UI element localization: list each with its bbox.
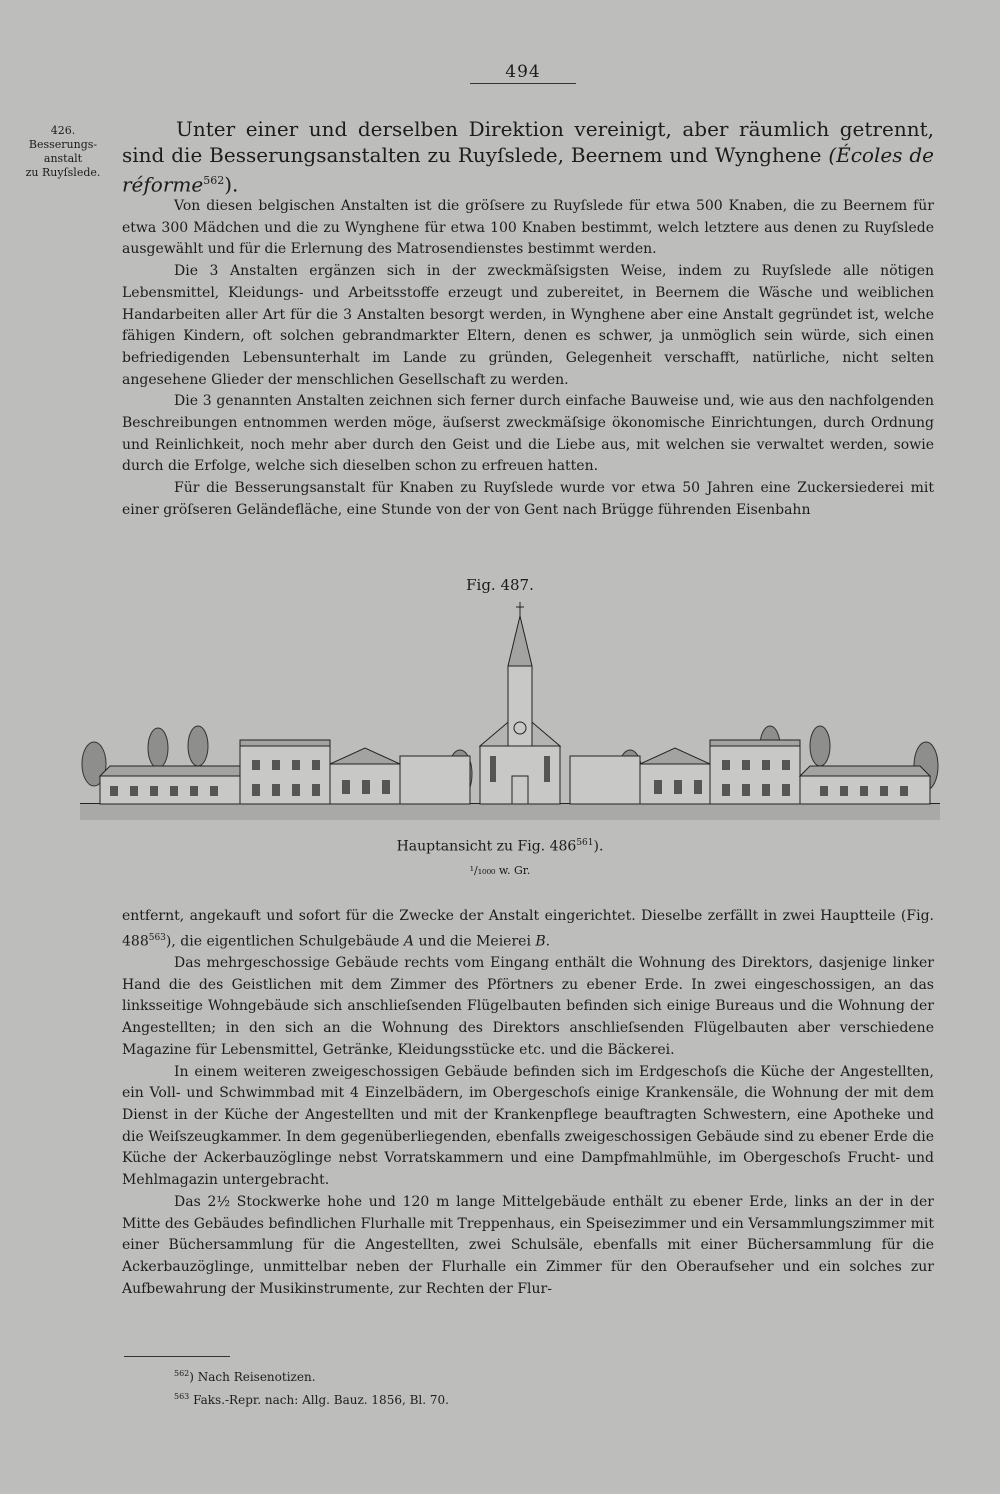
para-text: ), die eigentlichen Schulgebäude xyxy=(165,933,404,950)
heading-close: ). xyxy=(224,172,239,197)
figure-label: Fig. 487. xyxy=(466,576,534,594)
margin-note-number: 426. xyxy=(50,124,76,137)
paragraph: Die 3 Anstalten ergänzen sich in der zweckmäſsigsten Weise, indem zu Ruyſslede alle nötigen Lebensmittel, Kleidungs- und Arbeitsstoffe erzeugt und zubereitet, in Beernem die Wäsche und weiblichen Handarbeiten aller Art für die 3 Anstalten besorgt werden, in Wynghene aber eine Anstalt gegründet ist, welche fähigen Kindern, oft solchen gebrandmarkter Eltern, denen es schwer, ja unmöglich sein würde, sich einen befriedigenden Lebensunterhalt im Lande zu gründen, Gelegenheit verschafft, natürliche, nicht selten angesehene Glieder der menschlichen Gesellschaft zu werden. xyxy=(122,263,934,388)
paragraph: Das 2½ Stockwerke hohe und 120 m lange Mittelgebäude enthält zu ebener Erde, links an der in der Mitte des Gebäudes befindlichen Flurhalle mit Treppenhaus, ein Speisezimmer und ein Versammlungszimmer mit einer Büchersammlung für die Angestellten, zwei Schulsäle, ebenfalls mit einer Büchersammlung für die Ackerbauzöglinge, unmittelbar neben der Flurhalle ein Zimmer für den Oberaufseher und ein solches zur Aufbewahrung der Musikinstrumente, zur Rechten der Flur- xyxy=(122,1193,934,1297)
footnote-divider xyxy=(124,1356,230,1357)
caption-text: Hauptansicht zu Fig. 486 xyxy=(396,838,577,855)
footnote-ref: 563 xyxy=(148,932,166,943)
footnotes xyxy=(124,1364,724,1410)
text-block-top xyxy=(122,196,934,522)
paragraph: Die 3 genannten Anstalten zeichnen sich ferner durch einfache Bauweise und, wie aus den nachfolgenden Beschreibungen entnommen werden möge, äuſserst zweckmäſsige ökonomische Einrichtungen, durch Ordnung und Reinlichkeit, noch mehr aber durch den Geist und die Liebe aus, mit welchen sie verwaltet werden, sowie durch die Erfolge, welche sich dieselben schon zu erfreuen hatten. xyxy=(122,393,934,475)
para-text: und die Meierei xyxy=(414,933,536,950)
heading-italic: (Écoles de réforme xyxy=(122,143,934,197)
footnote-number: 562 xyxy=(174,1369,190,1378)
margin-note-line: Besserungs- xyxy=(28,138,98,151)
caption-close: ). xyxy=(593,838,604,855)
footnote-ref: 561 xyxy=(576,838,594,848)
figure-scale: ¹/₁₀₀₀ w. Gr. xyxy=(469,864,531,877)
heading-text: Unter einer und derselben Direktion vereinigt, aber räumlich getrennt, sind die Besserungsanstalten zu Ruyſslede, Beernem und Wynghene xyxy=(122,117,934,167)
paragraph: Von diesen belgischen Anstalten ist die gröſsere zu Ruyſslede für etwa 500 Knaben, die zu Beernem für etwa 300 Mädchen und die zu Wynghene für etwa 100 Knaben bestimmt, welch letztere aus denen zu Ruyſslede ausgewählt und für die Erlernung des Matrosendienstes bestimmt werden. xyxy=(122,198,934,258)
footnote xyxy=(124,1387,724,1410)
footnote-text: Faks.-Repr. nach: Allg. Bauz. 1856, Bl. 70. xyxy=(189,1393,449,1407)
page-number: 494 xyxy=(470,62,576,84)
paragraph: In einem weiteren zweigeschossigen Gebäude befinden sich im Erdgeschoſs die Küche der Angestellten, ein Voll- und Schwimmbad mit 4 Einzelbädern, im Obergeschoſs einige Krankensäle, die Wohnung der mit dem Dienst in der Küche der Angestellten und mit der Krankenpflege beauftragten Schwestern, eine Apotheke und die Weiſszeugkammer. In dem gegenüberliegenden, ebenfalls zweigeschossigen Gebäude sind zu ebener Erde die Küche der Ackerbauzöglinge nebst Vorratskammern und eine Dampfmahlmühle, im Obergeschoſs Frucht- und Mehlmagazin untergebracht. xyxy=(122,1063,934,1189)
text-block-bottom xyxy=(122,906,934,1300)
para-italic: B xyxy=(535,933,546,950)
margin-note xyxy=(14,124,112,180)
para-text: . xyxy=(545,933,551,950)
para-text: entfernt, angekauft und sofort für die Zwecke der Anstalt eingerichtet. Dieselbe zerfällt in zwei Hauptteile (Fig. 488 xyxy=(122,908,934,950)
footnote-ref: 562 xyxy=(203,174,225,187)
paragraph: Das mehrgeschossige Gebäude rechts vom Eingang enthält die Wohnung des Direktors, dasjenige linker Hand die des Geistlichen mit dem Zimmer des Pförtners zu ebener Erde. In zwei eingeschossigen, an das linksseitige Wohngebäude sich anschlieſsenden Flügelbauten befinden sich einige Bureaus und die Wohnung der Angestellten; in den sich an die Wohnung des Direktors anschlieſsenden Flügelbauten aber verschiedene Magazine für Lebensmittel, Getränke, Kleidungsstücke etc. und die Bäckerei. xyxy=(122,955,934,1058)
paragraph: Für die Besserungsanstalt für Knaben zu Ruyſslede wurde vor etwa 50 Jahren eine Zuckersiederei mit einer gröſseren Geländefläche, eine Stunde von der von Gent nach Brügge führenden Eisenbahn xyxy=(122,480,934,518)
figure-caption xyxy=(0,838,1000,855)
footnote xyxy=(124,1364,724,1387)
footnote-text: ) Nach Reisenotizen. xyxy=(189,1370,316,1384)
paragraph xyxy=(122,906,934,953)
footnote-number: 563 xyxy=(174,1392,190,1401)
section-heading xyxy=(122,116,934,198)
margin-note-line: zu Ruyſslede. xyxy=(25,166,101,179)
para-italic: A xyxy=(403,933,415,950)
building-elevation-illustration xyxy=(80,596,940,828)
margin-note-line: anstalt xyxy=(43,152,83,165)
